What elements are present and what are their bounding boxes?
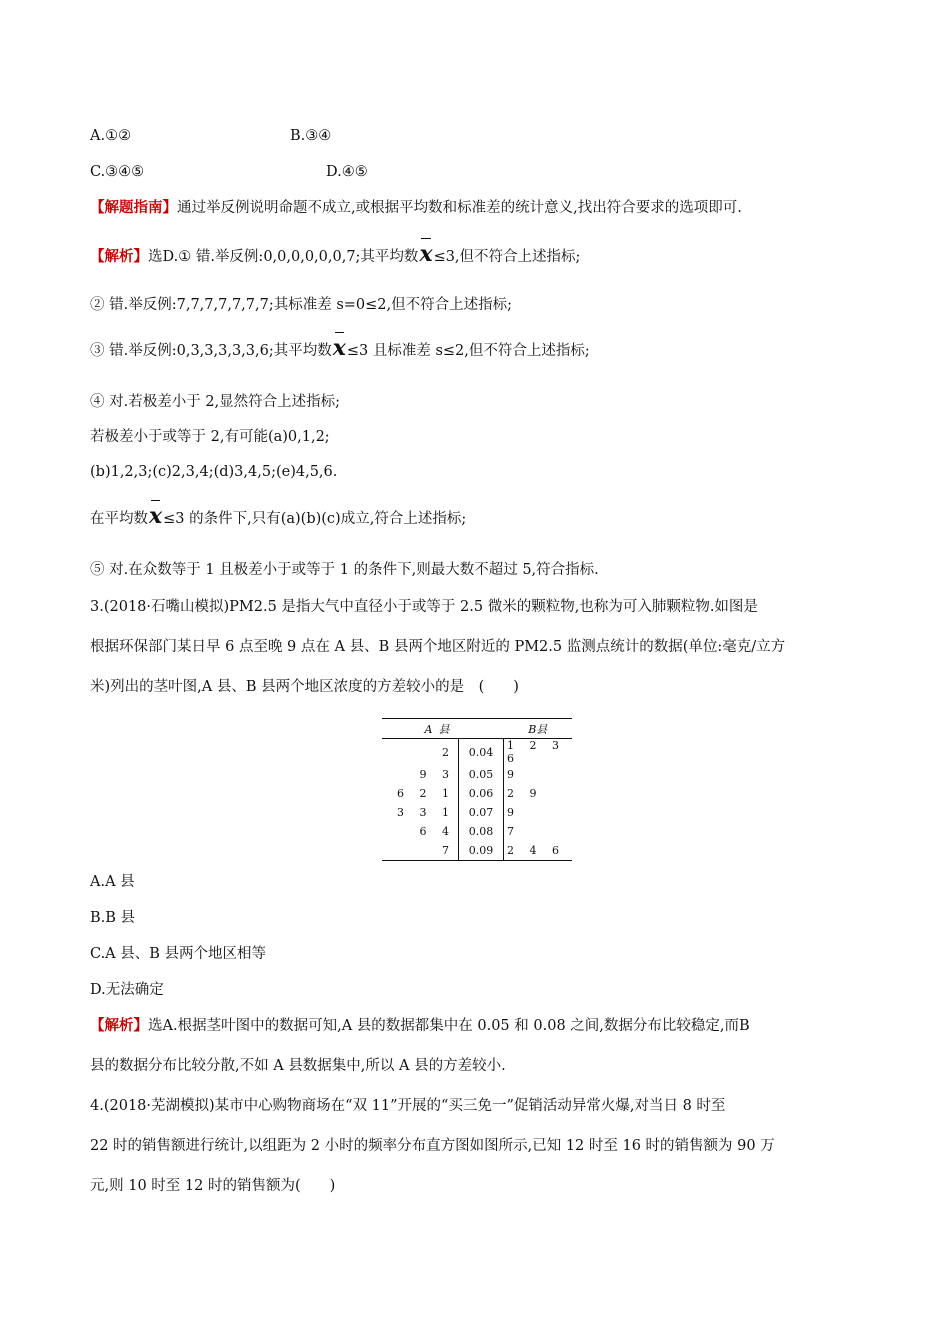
leaf-a: 2 bbox=[442, 745, 455, 759]
table-row bbox=[382, 739, 572, 766]
mean-x-symbol: x bbox=[149, 503, 163, 529]
analysis-line-8: ⑤ 对.在众数等于 1 且极差小于或等于 1 的条件下,则最大数不超过 5,符合指标. bbox=[90, 562, 599, 578]
analysis-tag: 【解析】 bbox=[90, 248, 148, 265]
analysis-text-7b: ≤3 的条件下,只有(a)(b)(c)成立,符合上述指标; bbox=[163, 511, 467, 527]
q3-analysis-line-2: 县的数据分布比较分散,不如 A 县数据集中,所以 A 县的方差较小. bbox=[90, 1058, 506, 1074]
analysis-line-3 bbox=[90, 335, 590, 361]
guide-tag: 【解题指南】 bbox=[90, 199, 177, 216]
analysis-text-3b: ≤3 且标准差 s≤2,但不符合上述指标; bbox=[346, 343, 590, 359]
q3-analysis-line-1 bbox=[90, 1016, 750, 1036]
header-stem bbox=[459, 719, 504, 739]
q3-option-b: B.B 县 bbox=[90, 910, 136, 926]
question-3-line-2: 根据环保部门某日早 6 点至晚 9 点在 A 县、B 县两个地区附近的 PM2.5 监测点统计的数据(单位:毫克/立方 bbox=[90, 639, 786, 655]
stem-leaf-plot bbox=[382, 718, 572, 861]
header-b-county: B县 bbox=[504, 719, 573, 739]
analysis-tag: 【解析】 bbox=[90, 1017, 148, 1034]
analysis-text-7a: 在平均数 bbox=[90, 511, 148, 527]
option-d: D.④⑤ bbox=[326, 164, 368, 180]
analysis-line-6: (b)1,2,3;(c)2,3,4;(d)3,4,5;(e)4,5,6. bbox=[90, 464, 338, 480]
header-a-county: A县 bbox=[382, 719, 459, 739]
stem: 0.05 bbox=[459, 765, 504, 784]
stem: 0.07 bbox=[459, 803, 504, 822]
analysis-text-1a: 选D.① 错.举反例:0,0,0,0,0,0,7;其平均数 bbox=[148, 249, 419, 265]
stem: 0.04 bbox=[459, 739, 504, 766]
table-row bbox=[382, 822, 572, 841]
q3-option-c: C.A 县、B 县两个地区相等 bbox=[90, 946, 267, 962]
option-a: A.①② bbox=[90, 128, 132, 144]
option-b: B.③④ bbox=[290, 128, 332, 144]
question-4-line-3: 元,则 10 时至 12 时的销售额为( ) bbox=[90, 1178, 336, 1194]
stem: 0.08 bbox=[459, 822, 504, 841]
analysis-line-4: ④ 对.若极差小于 2,显然符合上述指标; bbox=[90, 394, 341, 410]
mean-x-symbol: x bbox=[332, 335, 346, 361]
leaf-b: 7 bbox=[507, 825, 520, 838]
table-row bbox=[382, 765, 572, 784]
leaf-a: 9 3 bbox=[419, 768, 455, 781]
leaf-b: 1 2 3 6 bbox=[507, 739, 565, 765]
leaf-a: 7 bbox=[382, 841, 459, 861]
leaf-b: 9 bbox=[507, 806, 520, 819]
leaf-a: 3 3 1 bbox=[397, 806, 455, 819]
analysis-line-2: ② 错.举反例:7,7,7,7,7,7,7;其标准差 s=0≤2,但不符合上述指标; bbox=[90, 297, 513, 313]
leaf-b: 2 9 bbox=[507, 787, 543, 800]
question-3-line-3: 米)列出的茎叶图,A 县、B 县两个地区浓度的方差较小的是 ( ) bbox=[90, 679, 519, 695]
q3-analysis-text: 选A.根据茎叶图中的数据可知,A 县的数据都集中在 0.05 和 0.08 之间,数据分布比较稳定,而B bbox=[148, 1018, 750, 1034]
question-4-line-1: 4.(2018·芜湖模拟)某市中心购物商场在“双 11”开展的“买三免一”促销活动异常火爆,对当日 8 时至 bbox=[90, 1098, 726, 1114]
analysis-text-3a: ③ 错.举反例:0,3,3,3,3,3,6;其平均数 bbox=[90, 343, 332, 359]
q3-option-d: D.无法确定 bbox=[90, 982, 164, 998]
question-3-line-1: 3.(2018·石嘴山模拟)PM2.5 是指大气中直径小于或等于 2.5 微米的颗粒物,也称为可入肺颗粒物.如图是 bbox=[90, 599, 758, 615]
table-row bbox=[382, 784, 572, 803]
leaf-a: 6 4 bbox=[419, 825, 455, 838]
analysis-line-1 bbox=[90, 241, 581, 267]
leaf-a: 6 2 1 bbox=[397, 787, 455, 800]
mean-x-symbol: x bbox=[419, 241, 433, 267]
question-4-line-2: 22 时的销售额进行统计,以组距为 2 小时的频率分布直方图如图所示,已知 12 时至 16 时的销售额为 90 万 bbox=[90, 1138, 775, 1154]
analysis-text-1b: ≤3,但不符合上述指标; bbox=[433, 249, 581, 265]
option-c: C.③④⑤ bbox=[90, 164, 145, 180]
analysis-line-7 bbox=[90, 503, 467, 529]
table-row bbox=[382, 803, 572, 822]
leaf-b: 9 bbox=[507, 768, 520, 781]
stem: 0.09 bbox=[459, 841, 504, 861]
analysis-line-5: 若极差小于或等于 2,有可能(a)0,1,2; bbox=[90, 429, 330, 445]
q3-option-a: A.A 县 bbox=[90, 874, 135, 890]
table-row bbox=[382, 841, 572, 861]
solution-guide bbox=[90, 198, 742, 218]
stem: 0.06 bbox=[459, 784, 504, 803]
leaf-b: 2 4 6 bbox=[504, 841, 573, 861]
guide-text: 通过举反例说明命题不成立,或根据平均数和标准差的统计意义,找出符合要求的选项即可. bbox=[177, 200, 742, 216]
